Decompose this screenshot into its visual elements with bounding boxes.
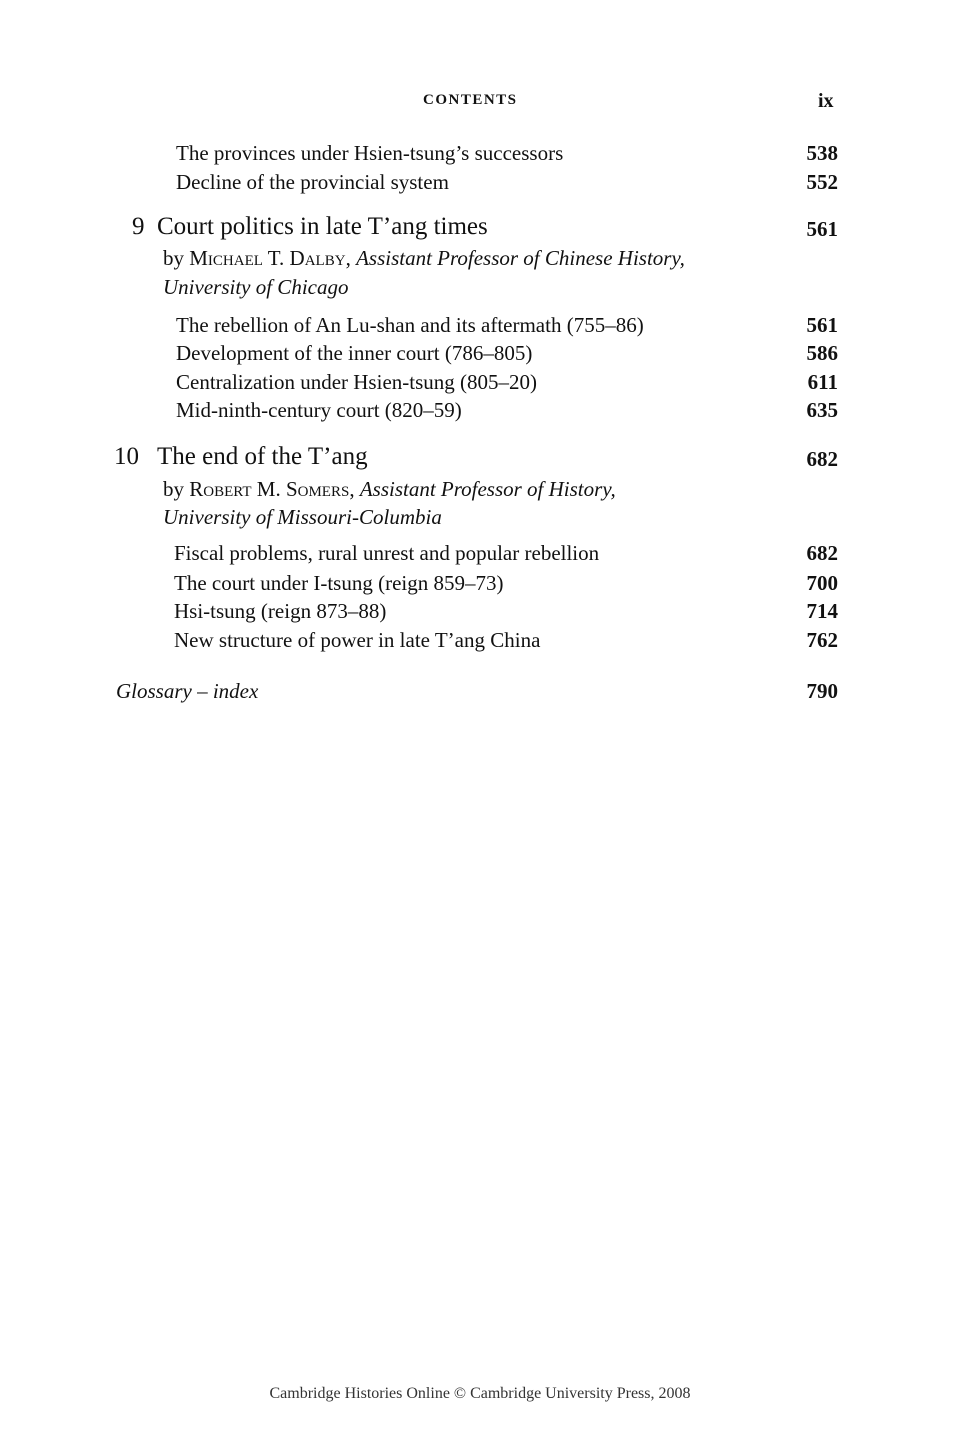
author-affiliation: University of Missouri-Columbia [163, 505, 442, 529]
toc-entry-page: 552 [806, 170, 838, 194]
copyright-footer: Cambridge Histories Online © Cambridge University Press, 2008 [269, 1385, 691, 1402]
toc-entry-page: 635 [806, 398, 838, 422]
page-folio: ix [818, 90, 834, 112]
toc-entry-title: The court under I-tsung (reign 859–73) [174, 571, 504, 595]
author-name: Michael T. Dalby [189, 246, 346, 270]
toc-entry-page: 714 [806, 599, 838, 623]
running-head [0, 92, 960, 116]
toc-entry-title: New structure of power in late T’ang China [174, 628, 541, 652]
toc-entry-title: Decline of the provincial system [176, 170, 449, 194]
chapter-page: 682 [806, 447, 838, 471]
toc-entry-page: 586 [806, 341, 838, 365]
chapter-page: 561 [806, 217, 838, 241]
author-prefix: by [163, 477, 190, 501]
toc-entry-title: The provinces under Hsien-tsung’s successors [176, 141, 564, 165]
author-role: Assistant Professor of Chinese History, [356, 246, 685, 270]
toc-entry-title: Mid-ninth-century court (820–59) [176, 398, 462, 422]
document-page: CONTENTS ix The provinces under Hsien-tsung’s successors 538 Decline of the provincial system 552 9 Court politics in late T’ang times 561 by Michael T. Dalby, Assistant Professor of Chinese History, University of Chicago The rebellion of An Lu-shan and its aftermath (755–86) 561 Development of the inner court (786–805) 586 Centralization under Hsien-tsung (805–20) 611 Mid-ninth-century court (820–59) 635 10 The end of the T’ang 682 by Robert M. Somers, Assistant Professor of History, University of Missouri-Columbia Fiscal problems, rural unrest and popular rebellion 682 The court under I-tsung (reign 859–73) 700 Hsi-tsung (reign 873–88) 714 New structure of power in late T’ang China 762 Glossary – index 790 Cambridge Histories Online © Cambridge University Press, 2008 [0, 0, 960, 1440]
toc-entry-page: 561 [806, 313, 838, 337]
author-name: Robert M. Somers [189, 477, 350, 501]
toc-entry-page: 762 [806, 628, 838, 652]
toc-entry-page: 538 [806, 141, 838, 165]
author-role: Assistant Professor of History, [359, 477, 616, 501]
chapter-number: 9 [132, 213, 145, 240]
chapter-title: The end of the T’ang [157, 443, 368, 470]
chapter-title: Court politics in late T’ang times [157, 213, 488, 240]
chapter-number: 10 [114, 443, 139, 470]
toc-entry-page: 611 [807, 370, 838, 394]
toc-entry-page: 682 [806, 541, 838, 565]
author-prefix: by [163, 246, 190, 270]
glossary-index-title: Glossary – index [116, 679, 259, 703]
toc-entry-title: Development of the inner court (786–805) [176, 341, 533, 365]
toc-entry-title: Centralization under Hsien-tsung (805–20) [176, 370, 537, 394]
glossary-index-page: 790 [806, 679, 838, 703]
toc-entry-page: 700 [806, 571, 838, 595]
toc-entry-title: Hsi-tsung (reign 873–88) [174, 599, 387, 623]
toc-entry-title: Fiscal problems, rural unrest and popular rebellion [174, 541, 600, 565]
toc-entry-title: The rebellion of An Lu-shan and its aftermath (755–86) [176, 313, 644, 337]
author-affiliation: University of Chicago [163, 275, 349, 299]
running-head-title: CONTENTS [423, 92, 518, 108]
